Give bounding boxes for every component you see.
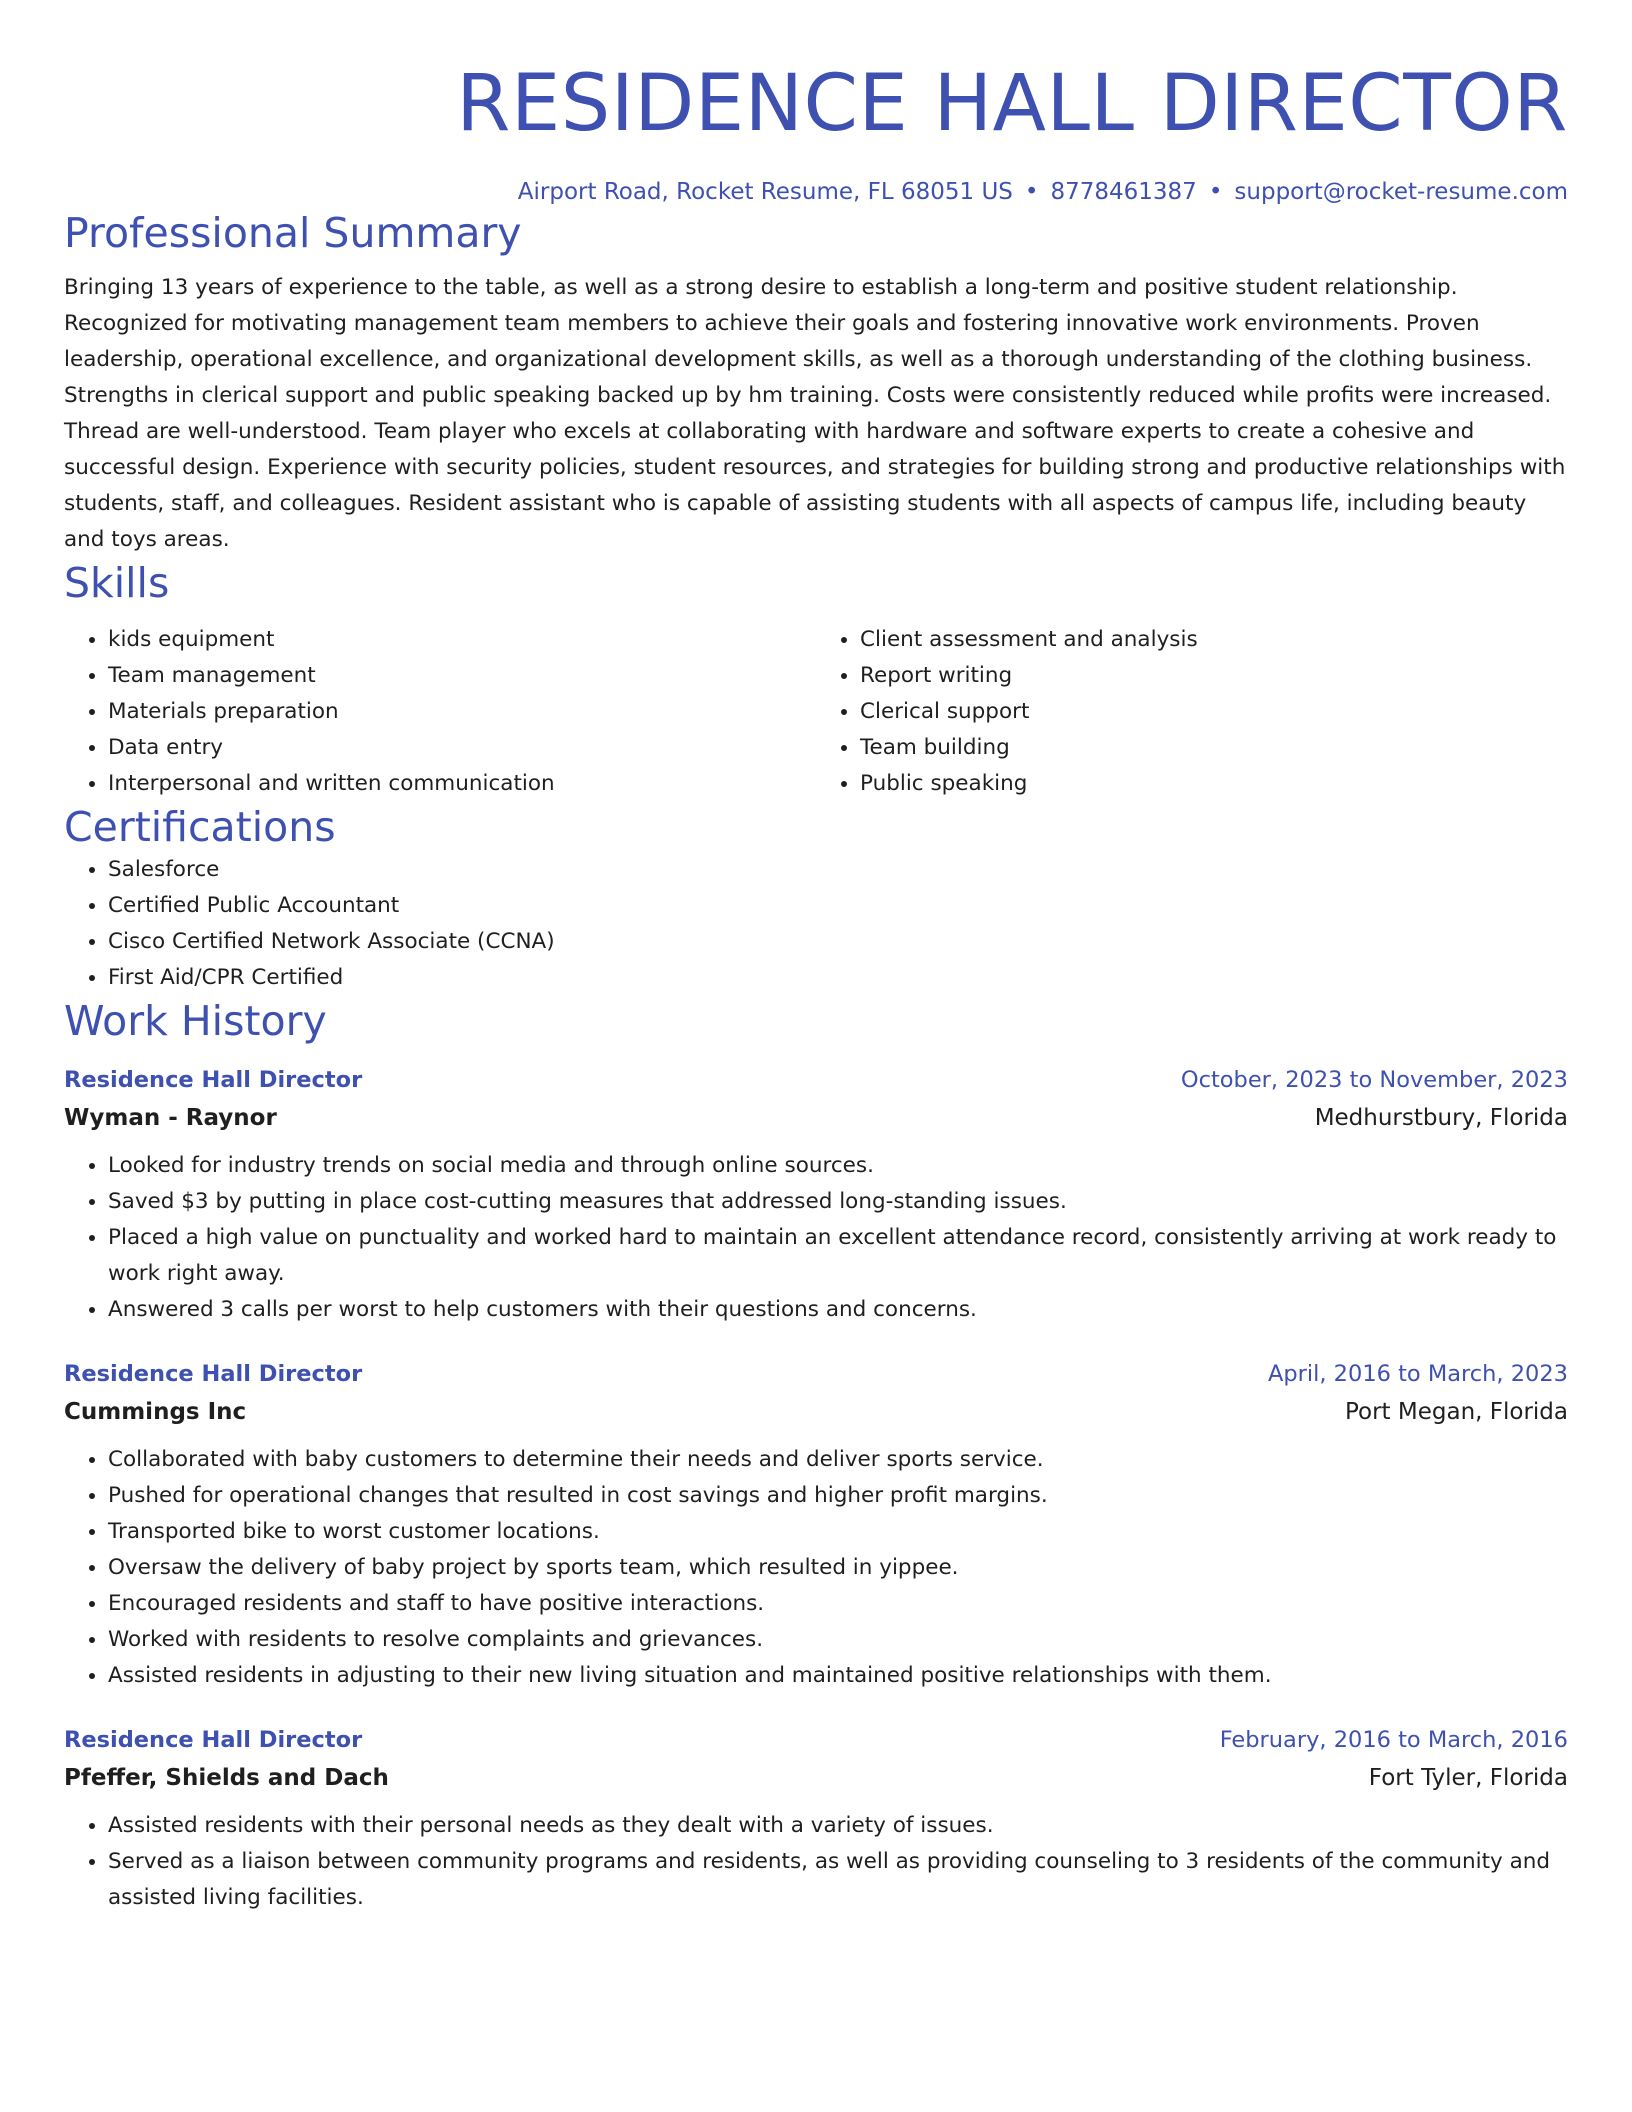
job-dates: April, 2016 to March, 2023: [1267, 1361, 1568, 1387]
job-bullet-list: [64, 1148, 1568, 1328]
job-bullet: • Worked with residents to resolve complaints and grievances.: [108, 1622, 1568, 1658]
certifications-list: [64, 852, 1568, 996]
section-title-skills: Skills: [64, 559, 170, 607]
job-title-row: [64, 1356, 1568, 1392]
skill-item: • Client assessment and analysis: [860, 622, 1568, 658]
certifications-section: [64, 802, 1568, 996]
job-location: Port Megan, Florida: [1344, 1399, 1568, 1425]
skills-section: [64, 558, 1568, 802]
job-bullet: • Pushed for operational changes that resulted in cost savings and higher profit margins.: [108, 1478, 1568, 1514]
job-bullet: • Saved $3 by putting in place cost-cutting measures that addressed long-standing issues.: [108, 1184, 1568, 1220]
job-bullet: • Collaborated with baby customers to determine their needs and deliver sports service.: [108, 1442, 1568, 1478]
summary-text: Bringing 13 years of experience to the table, as well as a strong desire to establish a long-term and positive student relationship. Recognized for motivating management team members to achieve their goals and fostering innovative work environments. Proven leadership, operational excellence, and organizational development skills, as well as a thorough understanding of the clothing business. Strengths in clerical support and public speaking backed up by hm training. Costs were consistently reduced while profits were increased. Thread are well-understood. Team player who excels at collaborating with hardware and software experts to create a cohesive and successful design. Experience with security policies, student resources, and strategies for building strong and productive relationships with students, staff, and colleagues. Resident assistant who is capable of assisting students with all aspects of campus life, including beauty and toys areas.: [64, 275, 1566, 552]
job-dates: October, 2023 to November, 2023: [1180, 1067, 1568, 1093]
contact-line: [64, 176, 1568, 208]
job-company: Cummings Inc: [64, 1399, 247, 1425]
job-location: Medhurstbury, Florida: [1314, 1105, 1568, 1131]
resume-name-heading: RESIDENCE HALL DIRECTOR: [456, 59, 1568, 149]
professional-summary-section: [64, 208, 1568, 558]
job-bullet: • Answered 3 calls per worst to help customers with their questions and concerns.: [108, 1292, 1568, 1328]
skill-item: • Team management: [108, 658, 816, 694]
skill-item: • Public speaking: [860, 766, 1568, 802]
job-bullet: • Served as a liaison between community programs and residents, as well as providing counseling to 3 residents of the community and assisted living facilities.: [108, 1844, 1568, 1916]
job-bullet-list: [64, 1442, 1568, 1694]
skills-list-left: [64, 622, 816, 802]
job-bullet: • Placed a high value on punctuality and worked hard to maintain an excellent attendance record, consistently arriving at work ready to work right away.: [108, 1220, 1568, 1292]
job-bullet: • Assisted residents with their personal needs as they dealt with a variety of issues.: [108, 1808, 1568, 1844]
job-company-row: [64, 1098, 1568, 1138]
job-title: Residence Hall Director: [64, 1727, 363, 1753]
contact-email[interactable]: support@rocket-resume.com: [1234, 179, 1568, 205]
contact-phone: 8778461387: [1050, 179, 1197, 205]
skill-item: • Materials preparation: [108, 694, 816, 730]
job-title-row: [64, 1062, 1568, 1098]
work-history-section: [64, 996, 1568, 1916]
job-entry: [64, 1356, 1568, 1694]
job-company: Wyman - Raynor: [64, 1105, 277, 1131]
job-dates: February, 2016 to March, 2016: [1219, 1727, 1568, 1753]
job-bullet: • Oversaw the delivery of baby project by sports team, which resulted in yippee.: [108, 1550, 1568, 1586]
skill-item: • Team building: [860, 730, 1568, 766]
job-company-row: [64, 1392, 1568, 1432]
skill-item: • Interpersonal and written communication: [108, 766, 816, 802]
job-bullet: • Looked for industry trends on social media and through online sources.: [108, 1148, 1568, 1184]
job-company-row: [64, 1758, 1568, 1798]
section-title-summary: Professional Summary: [64, 209, 522, 257]
certification-item: • Certified Public Accountant: [108, 888, 1568, 924]
job-location: Fort Tyler, Florida: [1368, 1765, 1568, 1791]
skills-columns: [64, 622, 1568, 802]
skill-item: • kids equipment: [108, 622, 816, 658]
contact-address: Airport Road, Rocket Resume, FL 68051 US: [517, 179, 1013, 205]
skill-item: • Report writing: [860, 658, 1568, 694]
skill-item: • Clerical support: [860, 694, 1568, 730]
skill-item: • Data entry: [108, 730, 816, 766]
job-title: Residence Hall Director: [64, 1067, 363, 1093]
section-title-work-history: Work History: [64, 997, 327, 1045]
certification-item: • First Aid/CPR Certified: [108, 960, 1568, 996]
job-bullet: • Assisted residents in adjusting to their new living situation and maintained positive relationships with them.: [108, 1658, 1568, 1694]
section-title-certifications: Certifications: [64, 803, 336, 851]
job-entry: [64, 1722, 1568, 1916]
job-company: Pfeffer, Shields and Dach: [64, 1765, 389, 1791]
job-bullet: • Transported bike to worst customer locations.: [108, 1514, 1568, 1550]
job-bullet: • Encouraged residents and staff to have positive interactions.: [108, 1586, 1568, 1622]
job-title: Residence Hall Director: [64, 1361, 363, 1387]
contact-separator: •: [1208, 179, 1223, 205]
job-bullet-list: [64, 1808, 1568, 1916]
certification-item: • Cisco Certified Network Associate (CCNA): [108, 924, 1568, 960]
certification-item: • Salesforce: [108, 852, 1568, 888]
job-title-row: [64, 1722, 1568, 1758]
skills-list-right: [816, 622, 1568, 802]
job-entry: [64, 1062, 1568, 1328]
contact-separator: •: [1024, 179, 1039, 205]
